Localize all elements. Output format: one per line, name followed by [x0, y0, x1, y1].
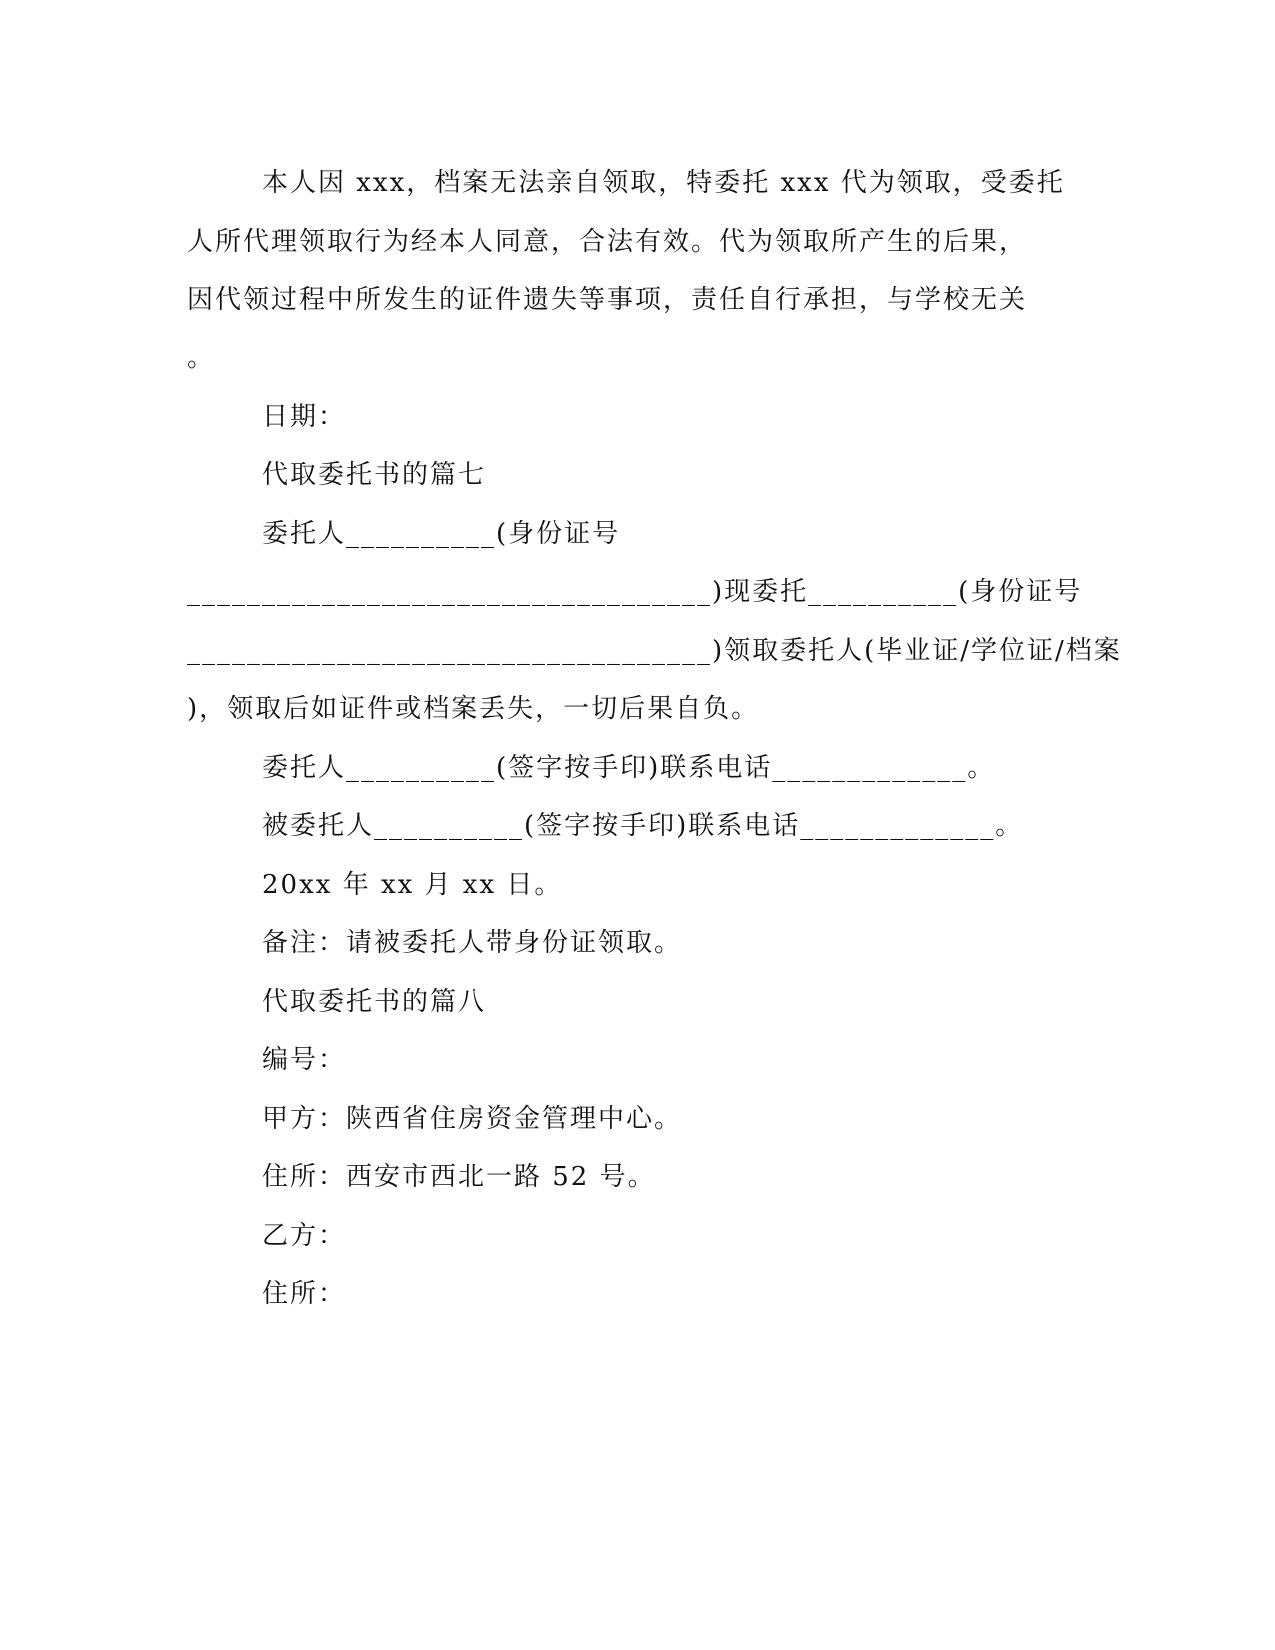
section-title: 代取委托书的篇七: [262, 460, 487, 490]
paragraph-line: 人所代理领取行为经本人同意，合法有效。代为领取所产生的后果，: [187, 227, 1028, 257]
form-line: 委托人__________(身份证号: [262, 519, 621, 549]
field-line: 乙方：: [262, 1221, 347, 1251]
paragraph-line: 因代领过程中所发生的证件遗失等事项，责任自行承担，与学校无关: [187, 285, 1028, 315]
date-line: 20xx 年 xx 月 xx 日。: [262, 870, 563, 900]
form-line: ___________________________________)领取委托人(毕业证/学位证/档案: [187, 636, 1122, 666]
paragraph-line: )，领取后如证件或档案丢失，一切后果自负。: [187, 694, 760, 724]
field-line: 编号：: [262, 1045, 347, 1075]
paragraph-line: 本人因 xxx，档案无法亲自领取，特委托 xxx 代为领取，受委托: [262, 168, 1065, 198]
paragraph-line: 。: [187, 343, 216, 373]
field-line: 住所：西安市西北一路 52 号。: [262, 1162, 656, 1192]
signature-line: 被委托人__________(签字按手印)联系电话_____________。: [262, 811, 1024, 841]
date-label: 日期：: [262, 402, 347, 432]
note-line: 备注：请被委托人带身份证领取。: [262, 928, 683, 958]
form-line: ___________________________________)现委托__________(身份证号: [187, 577, 1083, 607]
section-title: 代取委托书的篇八: [262, 987, 487, 1017]
signature-line: 委托人__________(签字按手印)联系电话_____________。: [262, 753, 996, 783]
field-line: 住所：: [262, 1279, 347, 1309]
field-line: 甲方：陕西省住房资金管理中心。: [262, 1104, 683, 1134]
